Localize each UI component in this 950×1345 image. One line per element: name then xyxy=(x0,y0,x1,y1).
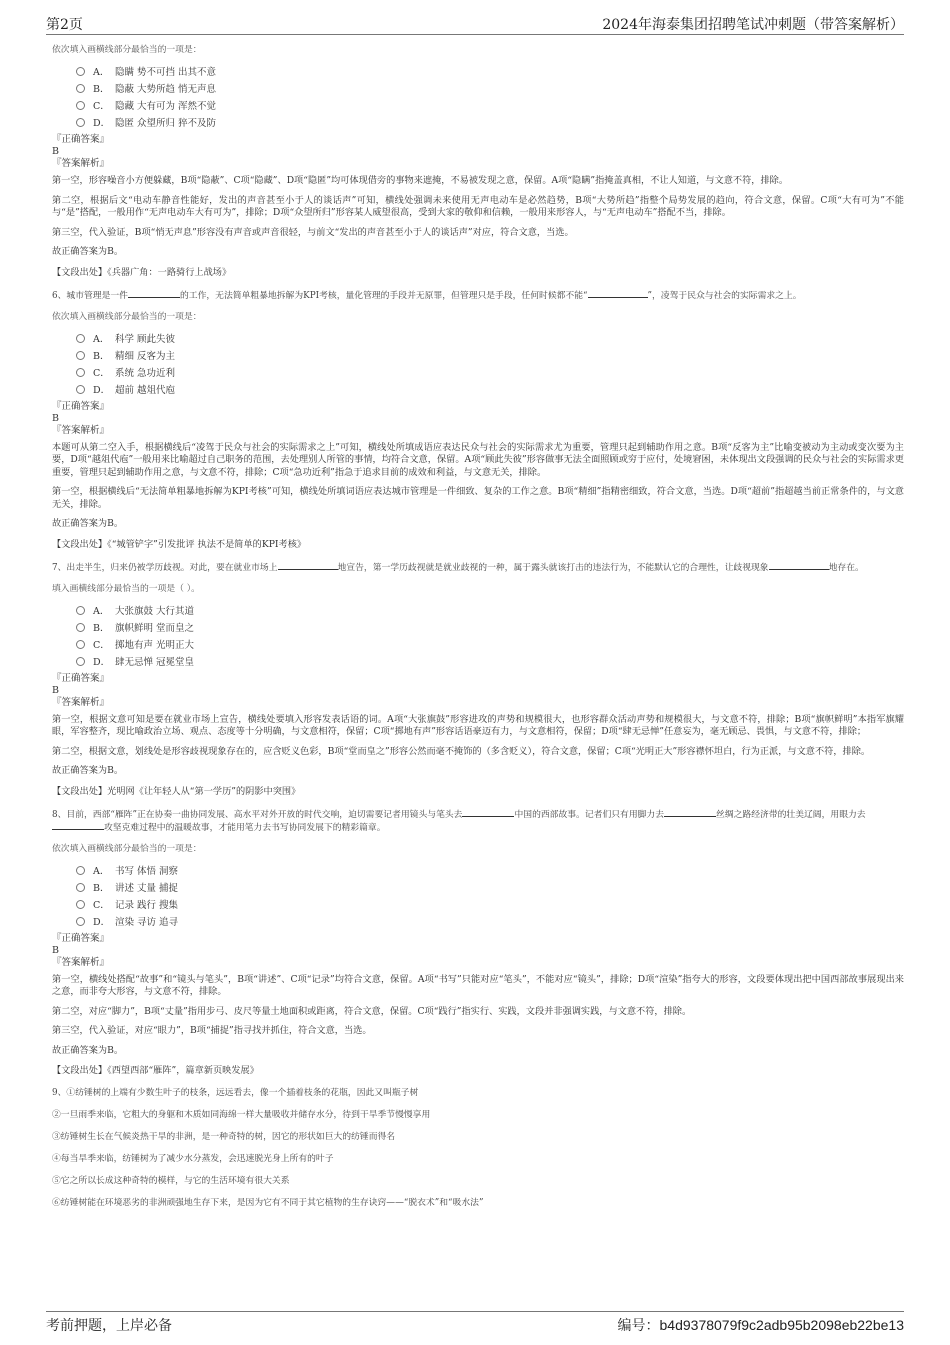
blank-line xyxy=(462,808,514,817)
q7-option-d[interactable]: D． 肆无忌惮 冠冕堂皇 xyxy=(76,654,904,671)
q6-source: 【文段出处】《“城管铲字”引发批评 执法不是简单的KPI考核》 xyxy=(52,538,307,550)
document-code: 编号：b4d9378079f9c2adb95b2098eb22be13 xyxy=(617,1317,904,1333)
radio-icon[interactable] xyxy=(76,351,85,360)
radio-icon[interactable] xyxy=(76,368,85,377)
q6-stem: 6、城市管理是一件 的工作，无法简单粗暴地拆解为KPI考核，量化管理的手段并无原罪，但管理只是手段，任何时候都不能“ ”，凌驾于民众与社会的实际需求之上。 xyxy=(52,290,802,301)
answer-label: 『正确答案』 xyxy=(52,672,110,684)
q9-clause-6: ⑥纺锤树能在环境恶劣的非洲顽强地生存下来，是因为它有不同于其它植物的生存诀窍——“脱衣术”和“吸水法” xyxy=(52,1198,484,1208)
q5-analysis-3: 第三空，代入验证，B项“悄无声息”形容没有声音或声音很轻，与前文“发出的声音甚至小于人的谈话声”对应，符合文意，当选。 xyxy=(52,226,574,238)
blank-line xyxy=(278,561,338,570)
page-number: 第2页 xyxy=(46,17,83,33)
page-header xyxy=(46,14,904,35)
q9-clause-4: ④每当旱季来临，纺锤树为了减少水分蒸发，会迅速脱光身上所有的叶子 xyxy=(52,1154,334,1164)
q5-option-c[interactable]: C． 隐藏 大有可为 浑然不觉 xyxy=(76,98,904,115)
blank-line xyxy=(664,808,716,817)
radio-icon[interactable] xyxy=(76,606,85,615)
q5-answer: B xyxy=(52,146,59,157)
analysis-label: 『答案解析』 xyxy=(52,956,110,968)
q8-instruction: 依次填入画横线部分最恰当的一项是： xyxy=(52,843,202,854)
question-9 xyxy=(52,1087,904,1209)
q7-analysis-2: 第二空，根据文意，划线处是形容歧视现象存在的，应含贬义色彩，B项“堂而皇之”形容公然而毫不掩饰的（多含贬义），符合文意，保留；C项“光明正大”形容襟怀坦白，行为正派，与文意不符，排除。 xyxy=(52,745,871,757)
q7-answer: B xyxy=(52,684,59,696)
blank-line xyxy=(769,561,829,570)
radio-icon[interactable] xyxy=(76,883,85,892)
q8-option-b[interactable]: B． 讲述 丈量 捕捉 xyxy=(76,880,904,897)
q6-analysis-2: 第一空，根据横线后“无法简单粗暴地拆解为KPI考核”可知，横线处所填词语应表达城市管理是一件细致、复杂的工作之意。B项“精细”指精密细致，符合文意，当选。D项“超前”指超越当前正常条件的，与文意无关，排除。 xyxy=(52,486,904,510)
q8-analysis-3: 第三空，代入验证，对应“眼力”，B项“捕捉”指寻找并抓住，符合文意，当选。 xyxy=(52,1025,372,1036)
q9-clause-3: ③纺锤树生长在气候炎热干旱的非洲，是一种奇特的树，因它的形状如巨大的纺锤而得名 xyxy=(52,1132,396,1142)
q8-analysis-1: 第一空，横线处搭配“故事”和“镜头与笔头”，B项“讲述”、C项“记录”均符合文意，保留。A项“书写”只能对应“笔头”，不能对应“镜头”，排除；D项“渲染”指夸大的形容，文段要体现出把中国西部故事展现出来之意，而非夸大形容，与文意不符，排除。 xyxy=(52,973,904,997)
q6-options xyxy=(76,331,904,399)
q6-option-a[interactable]: A． 科学 顾此失彼 xyxy=(76,331,904,348)
q8-stem: 8、目前，西部“雁阵”正在协奏一曲协同发展、高水平对外开放的时代交响，迫切需要记者用镜头与笔头去 中国的西部故事。记者们只有用脚力去 丝绸之路经济带的壮美辽阔，用眼力去攻坚克难过程中的温暖故事，才能用笔力去书写协同发展下的精彩篇章。 xyxy=(52,809,866,833)
q5-conclusion: 故正确答案为B。 xyxy=(52,246,124,257)
radio-icon[interactable] xyxy=(76,900,85,909)
footer-slogan: 考前押题，上岸必备 xyxy=(46,1318,172,1334)
q8-option-d[interactable]: D． 渲染 寻访 追寻 xyxy=(76,914,904,931)
q6-conclusion: 故正确答案为B。 xyxy=(52,518,124,529)
q8-source: 【文段出处】《西望西部“雁阵”，篇章新页映发展》 xyxy=(52,1065,259,1076)
q5-analysis-2: 第二空，根据后文“电动车静音性能好，发出的声音甚至小于人的谈话声”可知，横线处强调未来使用无声电动车是必然趋势，B项“大势所趋”指整个局势发展的趋向，符合文意，保留。C项“大有可为”不能与“是”搭配，一般用作“无声电动车大有可为”，排除；D项“众望所归”形容某人威望很高，受到大家的敬仰和信赖，一般用来形容人，与“无声电动车”搭配不当，排除。 xyxy=(52,194,904,218)
document-title: 2024年海泰集团招聘笔试冲刺题（带答案解析） xyxy=(602,17,904,33)
radio-icon[interactable] xyxy=(76,917,85,926)
q5-option-d[interactable]: D． 隐匿 众望所归 猝不及防 xyxy=(76,115,904,132)
q7-option-c[interactable]: C． 掷地有声 光明正大 xyxy=(76,637,904,654)
page-footer xyxy=(46,1311,904,1334)
answer-label: 『正确答案』 xyxy=(52,400,110,412)
blank-line xyxy=(588,289,648,298)
analysis-label: 『答案解析』 xyxy=(52,696,110,708)
radio-icon[interactable] xyxy=(76,623,85,632)
q6-option-d[interactable]: D． 超前 越俎代庖 xyxy=(76,382,904,399)
q5-option-b[interactable]: B． 隐蔽 大势所趋 悄无声息 xyxy=(76,81,904,98)
radio-icon[interactable] xyxy=(76,866,85,875)
q7-instruction: 填入画横线部分最恰当的一项是（ ）。 xyxy=(52,583,200,594)
q7-source: 【文段出处】光明网《让年轻人从“第一学历”的阴影中突围》 xyxy=(52,785,301,797)
q5-source: 【文段出处】《兵器广角：一路骑行上战场》 xyxy=(52,266,232,278)
q8-answer: B xyxy=(52,944,59,956)
answer-label: 『正确答案』 xyxy=(52,932,110,944)
q8-options xyxy=(76,863,904,931)
analysis-label: 『答案解析』 xyxy=(52,424,110,436)
q8-option-c[interactable]: C． 记录 践行 搜集 xyxy=(76,897,904,914)
blank-line xyxy=(52,821,104,830)
question-6 xyxy=(52,289,904,551)
q9-clause-5: ⑤它之所以长成这种奇特的模样，与它的生活环境有很大关系 xyxy=(52,1176,290,1186)
q6-analysis-1: 本题可从第二空入手，根据横线后“凌驾于民众与社会的实际需求之上”可知，横线处所填成语应表达民众与社会的实际需求尤为重要，管理只起到辅助作用之意。B项“反客为主”比喻变被动为主动或变次要为主要，D项“越俎代庖”一般用来比喻超过自己职务的范围，去处理别人所管的事情，均符合文意，保留。A项“顾此失彼”形容做事无法全面照顾或穷于应付，处境窘困，未体现出文段强调的民众与社会的实际需求更重要，管理只起到辅助作用之意，与文意不符，排除；C项“急功近利”指急于追求目前的成效和利益，与文意无关，排除。 xyxy=(52,441,904,478)
q6-option-b[interactable]: B． 精细 反客为主 xyxy=(76,348,904,365)
q5-options xyxy=(76,64,904,132)
radio-icon[interactable] xyxy=(76,640,85,649)
q7-options xyxy=(76,603,904,671)
q7-option-b[interactable]: B． 旗帜鲜明 堂而皇之 xyxy=(76,620,904,637)
blank-line xyxy=(128,289,180,298)
q9-clause-1: 9、①纺锤树的上端有少数生叶子的枝条，远远看去，像一个插着枝条的花瓶，因此又叫瓶子树 xyxy=(52,1088,419,1098)
q7-option-a[interactable]: A． 大张旗鼓 大行其道 xyxy=(76,603,904,620)
page-content xyxy=(52,42,904,1219)
radio-icon[interactable] xyxy=(76,385,85,394)
q5-instruction: 依次填入画横线部分最恰当的一项是： xyxy=(52,45,202,55)
q6-answer: B xyxy=(52,412,59,424)
q8-conclusion: 故正确答案为B。 xyxy=(52,1044,124,1056)
radio-icon[interactable] xyxy=(76,84,85,93)
q6-instruction: 依次填入画横线部分最恰当的一项是： xyxy=(52,311,202,322)
answer-label: 『正确答案』 xyxy=(52,134,110,145)
q9-clause-2: ②一旦雨季来临，它粗大的身躯和木质如同海绵一样大量吸收并储存水分，待到干旱季节慢慢享用 xyxy=(52,1110,431,1120)
q5-analysis-1: 第一空，形容噪音小方便躲藏，B项“隐蔽”、C项“隐藏”、D项“隐匿”均可体现借旁的事物来遮掩，不易被发现之意，保留。A项“隐瞒”指掩盖真相，不让人知道，与文意不符，排除。 xyxy=(52,175,789,186)
radio-icon[interactable] xyxy=(76,67,85,76)
q5-option-a[interactable]: A． 隐瞒 势不可挡 出其不意 xyxy=(76,64,904,81)
q7-analysis-1: 第一空，根据文意可知是要在就业市场上宣告，横线处要填入形容发表话语的词。A项“大张旗鼓”形容进攻的声势和规模很大，也形容群众活动声势和规模很大，与文意不符，排除；B项“旗帜鲜明”本指军旗耀眼，军容整齐，现比喻政治立场、观点、态度等十分明确，与文意相符，保留；C项“掷地有声”形容话语豪迈有力，与文意相符，保留；D项“肆无忌惮”任意妄为，毫无顾忌、畏惧，与文意不符，排除； xyxy=(52,713,904,737)
q8-analysis-2: 第二空，对应“脚力”，B项“丈量”指用步弓、皮尺等量土地面积或距离，符合文意，保留。C项“践行”指实行、实践，文段并非强调实践，与文意不符，排除。 xyxy=(52,1005,692,1017)
radio-icon[interactable] xyxy=(76,657,85,666)
radio-icon[interactable] xyxy=(76,101,85,110)
analysis-label: 『答案解析』 xyxy=(52,158,110,169)
q6-option-c[interactable]: C． 系统 急功近利 xyxy=(76,365,904,382)
question-7 xyxy=(52,561,904,798)
q7-stem: 7、出走半生，归来仍被学历歧视。对此，要在就业市场上 地宣告，第一学历歧视就是就业歧视的一种，属于露头就该打击的违法行为，不能默认它的合理性，让歧视现象 地存在。 xyxy=(52,562,864,573)
radio-icon[interactable] xyxy=(76,334,85,343)
q7-conclusion: 故正确答案为B。 xyxy=(52,765,124,776)
question-5 xyxy=(52,42,904,279)
q8-option-a[interactable]: A． 书写 体悟 洞察 xyxy=(76,863,904,880)
question-8 xyxy=(52,808,904,1078)
radio-icon[interactable] xyxy=(76,118,85,127)
